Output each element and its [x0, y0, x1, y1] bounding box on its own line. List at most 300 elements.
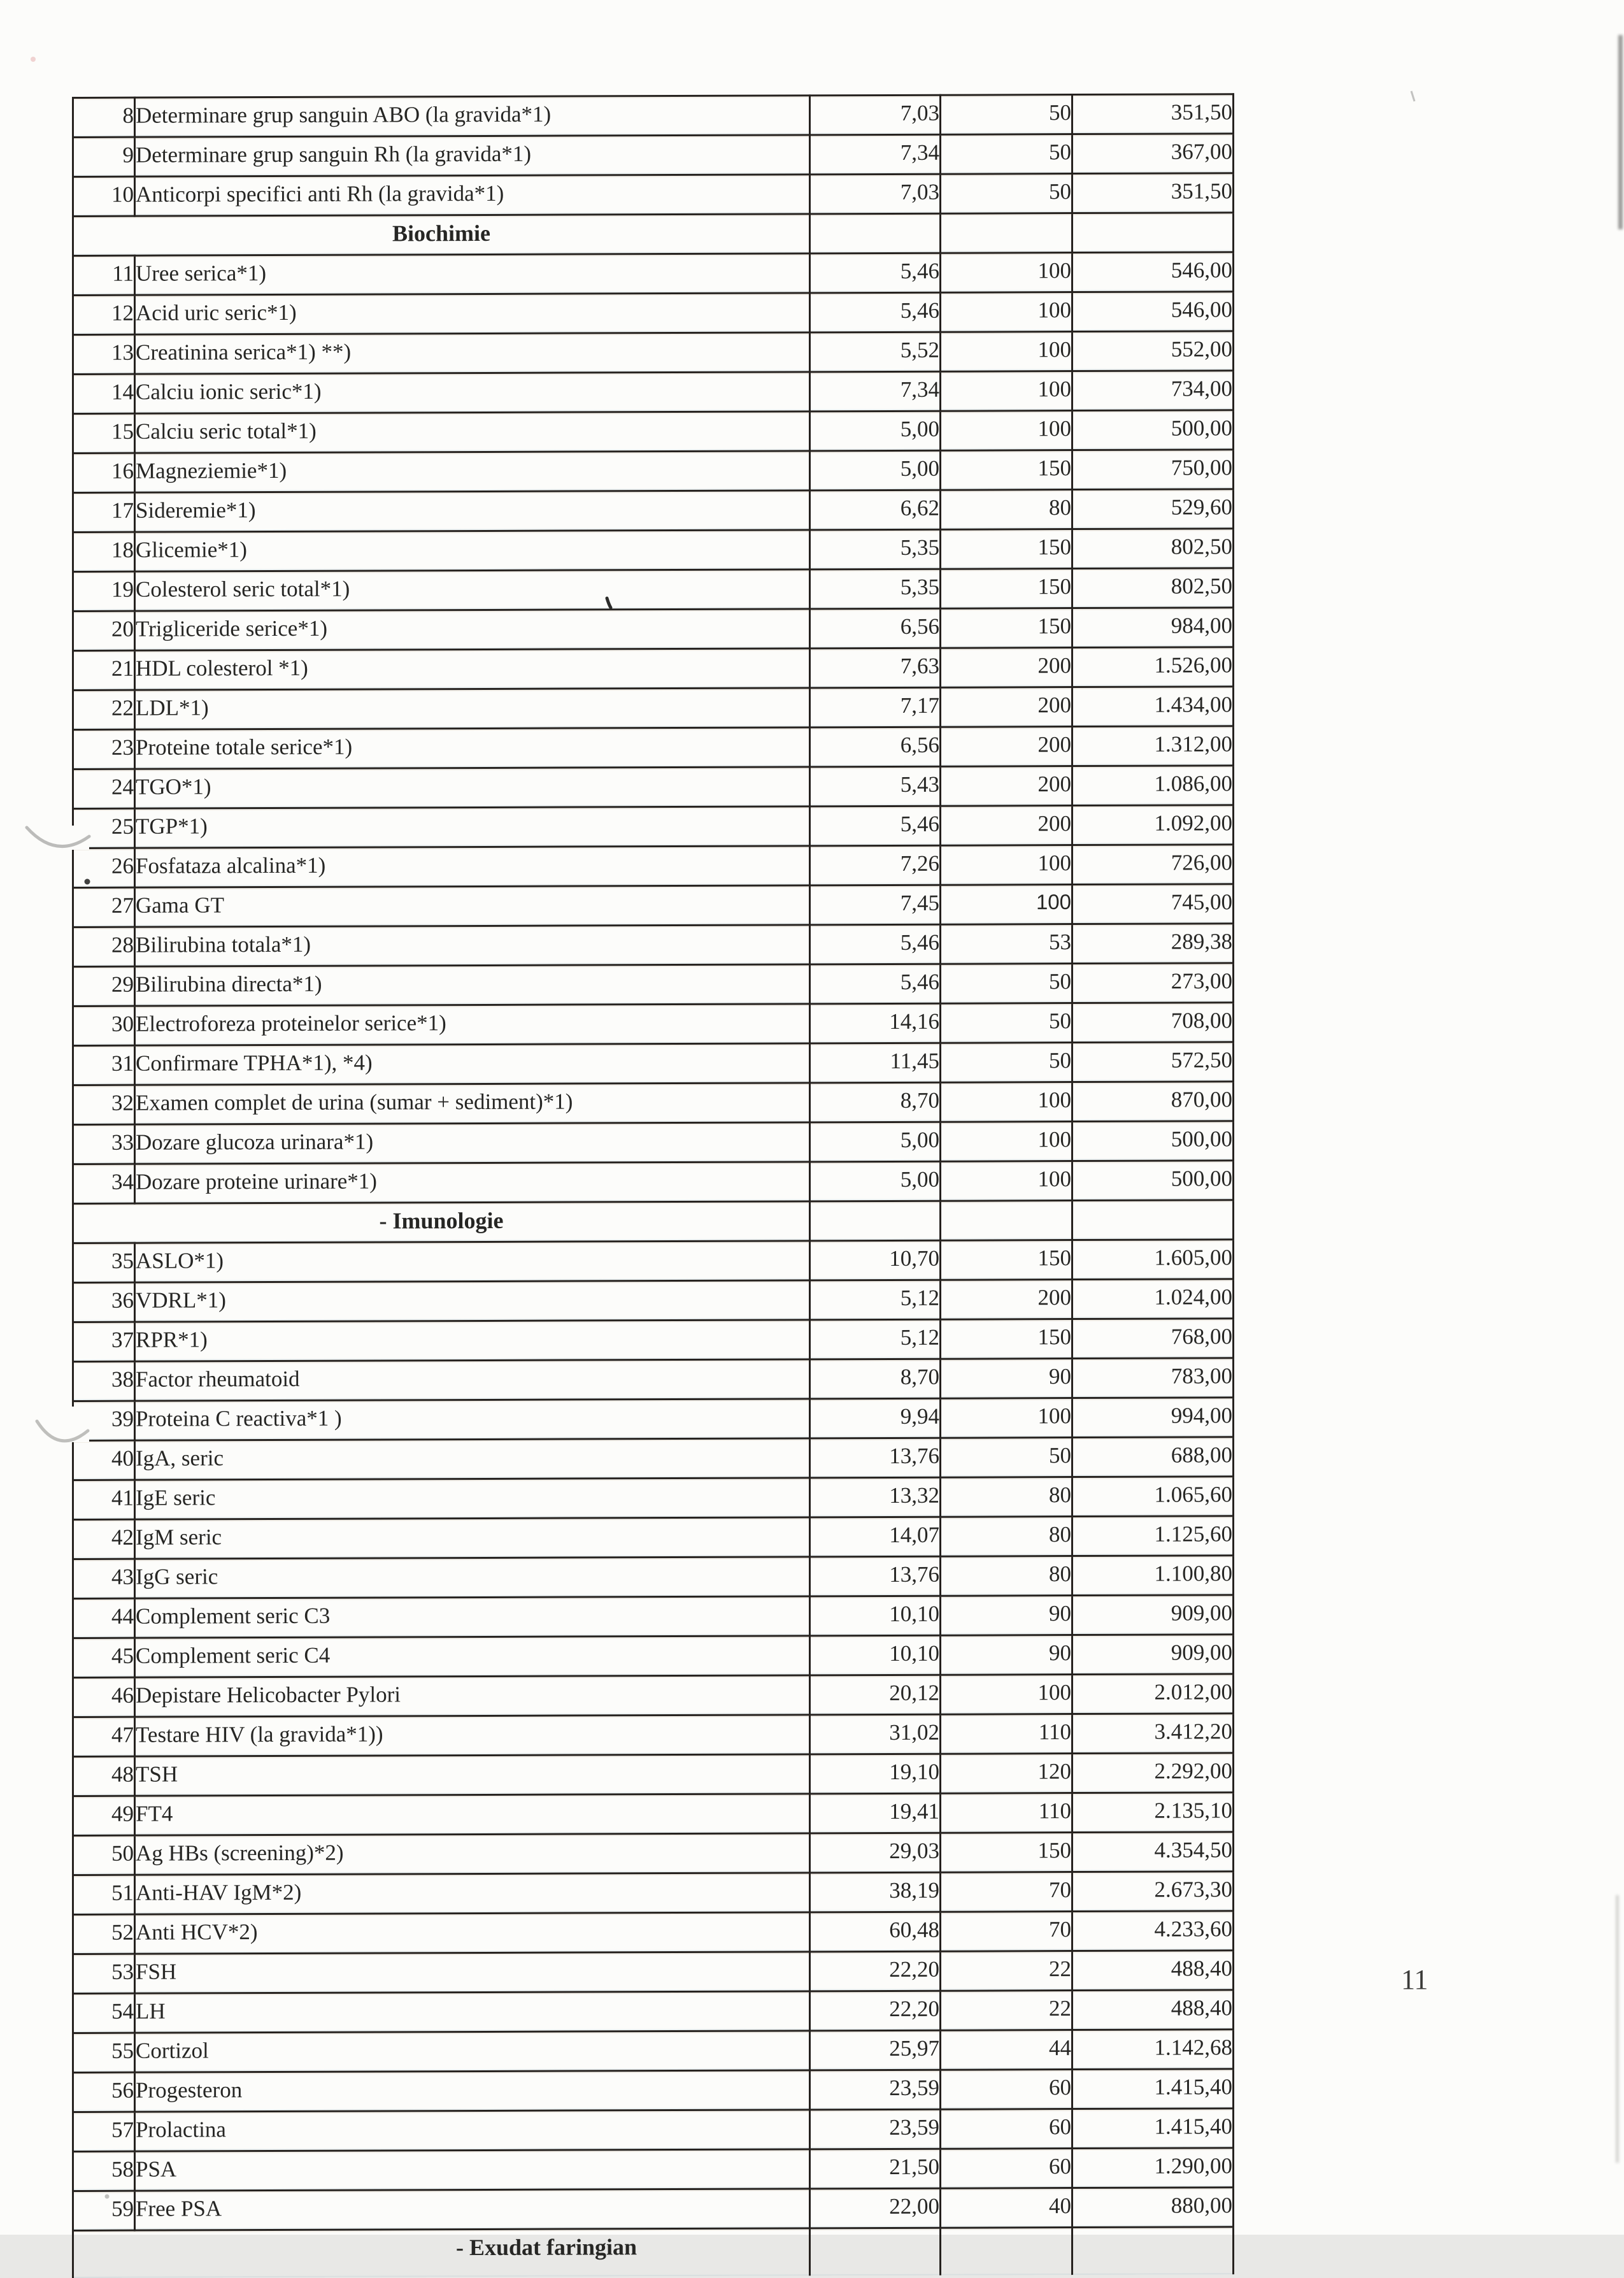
table-row [73, 1595, 1234, 1638]
quantity-cell: 100 [941, 1398, 1072, 1438]
empty-cell [1072, 1200, 1234, 1240]
row-number-cell: 45 [73, 1638, 135, 1677]
row-number-cell: 21 [73, 650, 135, 690]
table-row [73, 1319, 1234, 1362]
table-row [73, 1042, 1234, 1085]
test-name-cell: Complement seric C4 [135, 1636, 810, 1677]
quantity-cell: 90 [941, 1635, 1072, 1675]
empty-cell [810, 213, 941, 254]
test-name-cell: Gama GT [135, 885, 810, 927]
total-cell: 351,50 [1072, 94, 1234, 134]
total-cell: 909,00 [1072, 1635, 1234, 1675]
test-name-cell: Proteina C reactiva*1 ) [135, 1399, 810, 1440]
table-row [73, 371, 1234, 414]
quantity-cell: 200 [941, 687, 1072, 727]
table-row [73, 2069, 1234, 2112]
quantity-cell: 200 [941, 648, 1072, 688]
quantity-cell: 60 [941, 2109, 1072, 2149]
unit-price-cell: 22,20 [810, 1991, 941, 2031]
row-number-cell: 25 [73, 808, 135, 848]
table-row [73, 94, 1234, 138]
row-number-cell: 8 [73, 97, 135, 137]
test-name-cell: Determinare grup sanguin ABO (la gravida*1) [135, 96, 810, 137]
page-number: 11 [1401, 1964, 1428, 1995]
quantity-cell: 200 [941, 1280, 1072, 1320]
table-row [73, 252, 1234, 296]
quantity-cell: 50 [941, 1438, 1072, 1478]
scan-speck-mark [1411, 91, 1414, 101]
total-cell: 546,00 [1072, 252, 1234, 292]
test-name-cell: Anticorpi specifici anti Rh (la gravida*1) [135, 175, 810, 216]
unit-price-cell: 20,12 [810, 1675, 941, 1715]
price-table-container [72, 93, 1234, 2278]
total-cell: 529,60 [1072, 489, 1234, 529]
quantity-cell: 100 [941, 845, 1072, 885]
quantity-cell: 100 [941, 1161, 1072, 1201]
test-name-cell: Factor rheumatoid [135, 1359, 810, 1401]
total-cell: 783,00 [1072, 1358, 1234, 1398]
row-number-cell: 26 [73, 848, 135, 887]
table-row [73, 1911, 1234, 1954]
unit-price-cell: 21,50 [810, 2149, 941, 2189]
total-cell: 1.092,00 [1072, 805, 1234, 845]
row-number-cell: 32 [73, 1085, 135, 1124]
quantity-cell: 60 [941, 2070, 1072, 2110]
empty-cell [1072, 2227, 1234, 2275]
row-number-cell: 50 [73, 1835, 135, 1875]
unit-price-cell: 10,70 [810, 1240, 941, 1280]
row-number-cell: 40 [73, 1440, 135, 1480]
quantity-cell: 100 [941, 1675, 1072, 1715]
total-cell: 3.412,20 [1072, 1714, 1234, 1754]
unit-price-cell: 10,10 [810, 1635, 941, 1675]
unit-price-cell: 5,46 [810, 292, 941, 333]
unit-price-cell: 6,56 [810, 608, 941, 648]
unit-price-cell: 7,26 [810, 845, 941, 885]
row-number-cell: 39 [73, 1401, 135, 1440]
empty-cell [810, 1201, 941, 1241]
table-row [73, 489, 1234, 533]
test-name-cell: RPR*1) [135, 1320, 810, 1361]
total-cell: 351,50 [1072, 173, 1234, 213]
table-row [73, 687, 1234, 730]
empty-cell [810, 2228, 941, 2275]
row-number-cell: 36 [73, 1282, 135, 1322]
quantity-cell: 110 [941, 1714, 1072, 1754]
quantity-cell: 90 [941, 1359, 1072, 1399]
unit-price-cell: 23,59 [810, 2109, 941, 2149]
unit-price-cell: 5,00 [810, 1122, 941, 1162]
test-name-cell: Bilirubina directa*1) [135, 964, 810, 1006]
total-cell: 572,50 [1072, 1042, 1234, 1082]
quantity-cell: 110 [941, 1793, 1072, 1833]
total-cell: 994,00 [1072, 1398, 1234, 1438]
test-name-cell: Proteine totale serice*1) [135, 727, 810, 769]
total-cell: 1.526,00 [1072, 647, 1234, 687]
table-row [73, 845, 1234, 888]
row-number-cell: 20 [73, 611, 135, 650]
row-number-cell: 53 [73, 1954, 135, 1993]
test-name-cell: Testare HIV (la gravida*1)) [135, 1715, 810, 1756]
table-row [73, 1516, 1234, 1559]
quantity-cell: 90 [941, 1596, 1072, 1636]
unit-price-cell: 6,56 [810, 727, 941, 767]
total-cell: 273,00 [1072, 963, 1234, 1003]
row-number-cell: 42 [73, 1519, 135, 1559]
total-cell: 909,00 [1072, 1595, 1234, 1635]
table-row [73, 2188, 1234, 2231]
test-name-cell: Depistare Helicobacter Pylori [135, 1675, 810, 1717]
unit-price-cell: 38,19 [810, 1872, 941, 1912]
test-name-cell: Fosfataza alcalina*1) [135, 846, 810, 887]
total-cell: 2.012,00 [1072, 1674, 1234, 1714]
unit-price-cell: 7,34 [810, 371, 941, 412]
table-row [73, 1358, 1234, 1401]
section-label-cell: - Exudat faringian [73, 2228, 810, 2278]
quantity-cell: 50 [941, 964, 1072, 1004]
table-row [73, 2030, 1234, 2073]
total-cell: 688,00 [1072, 1437, 1234, 1477]
unit-price-cell: 5,46 [810, 253, 941, 293]
section-row [73, 2227, 1234, 2278]
table-row [73, 529, 1234, 572]
test-name-cell: HDL colesterol *1) [135, 648, 810, 690]
total-cell: 289,38 [1072, 924, 1234, 964]
row-number-cell: 46 [73, 1677, 135, 1717]
row-number-cell: 35 [73, 1243, 135, 1282]
row-number-cell: 10 [73, 176, 135, 216]
test-name-cell: Acid uric seric*1) [135, 293, 810, 334]
quantity-cell: 150 [941, 1240, 1072, 1280]
unit-price-cell: 22,00 [810, 2188, 941, 2228]
total-cell: 726,00 [1072, 845, 1234, 885]
quantity-cell: 100 [941, 371, 1072, 412]
quantity-cell: 22 [941, 1951, 1072, 1991]
row-number-cell: 33 [73, 1124, 135, 1164]
row-number-cell: 52 [73, 1914, 135, 1954]
total-cell: 984,00 [1072, 608, 1234, 648]
total-cell: 750,00 [1072, 450, 1234, 490]
test-name-cell: Colesterol seric total*1) [135, 570, 810, 611]
row-number-cell: 58 [73, 2151, 135, 2191]
total-cell: 768,00 [1072, 1319, 1234, 1359]
total-cell: 1.605,00 [1072, 1240, 1234, 1280]
test-name-cell: Sideremie*1) [135, 491, 810, 532]
page-edge-shadow-top-right [1618, 35, 1623, 229]
row-number-cell: 11 [73, 255, 135, 295]
unit-price-cell: 22,20 [810, 1951, 941, 1991]
unit-price-cell: 31,02 [810, 1714, 941, 1754]
test-name-cell: TSH [135, 1754, 810, 1796]
price-table [72, 93, 1234, 2278]
section-row [73, 213, 1234, 256]
unit-price-cell: 7,45 [810, 885, 941, 925]
test-name-cell: IgM seric [135, 1517, 810, 1559]
unit-price-cell: 5,46 [810, 806, 941, 846]
row-number-cell: 13 [73, 334, 135, 374]
table-row [73, 924, 1234, 967]
test-name-cell: Glicemie*1) [135, 530, 810, 571]
test-name-cell: Complement seric C3 [135, 1596, 810, 1638]
quantity-cell: 70 [941, 1872, 1072, 1912]
total-cell: 745,00 [1072, 884, 1234, 924]
test-name-cell: Electroforeza proteinelor serice*1) [135, 1004, 810, 1045]
table-row [73, 1082, 1234, 1125]
table-row [73, 766, 1234, 809]
row-number-cell: 41 [73, 1480, 135, 1519]
test-name-cell: IgE seric [135, 1478, 810, 1519]
quantity-cell: 100 [941, 253, 1072, 293]
test-name-cell: FSH [135, 1952, 810, 1993]
total-cell: 4.233,60 [1072, 1911, 1234, 1951]
table-row [73, 331, 1234, 375]
quantity-cell: 60 [941, 2149, 1072, 2189]
quantity-cell: 100 [941, 332, 1072, 372]
unit-price-cell: 7,63 [810, 648, 941, 688]
row-number-cell: 47 [73, 1717, 135, 1756]
quantity-cell: 200 [941, 727, 1072, 767]
table-row [73, 1161, 1234, 1204]
test-name-cell: TGO*1) [135, 767, 810, 808]
unit-price-cell: 19,41 [810, 1793, 941, 1833]
unit-price-cell: 14,16 [810, 1003, 941, 1043]
total-cell: 500,00 [1072, 1121, 1234, 1161]
unit-price-cell: 60,48 [810, 1912, 941, 1952]
unit-price-cell: 13,76 [810, 1556, 941, 1596]
total-cell: 4.354,50 [1072, 1832, 1234, 1872]
empty-cell [941, 2228, 1072, 2275]
row-number-cell: 30 [73, 1006, 135, 1045]
quantity-cell: 80 [941, 1556, 1072, 1596]
test-name-cell: Dozare proteine urinare*1) [135, 1162, 810, 1203]
row-number-cell: 48 [73, 1756, 135, 1796]
empty-cell [941, 213, 1072, 254]
total-cell: 367,00 [1072, 134, 1234, 174]
total-cell: 734,00 [1072, 371, 1234, 411]
unit-price-cell: 5,00 [810, 450, 941, 491]
unit-price-cell: 25,97 [810, 2030, 941, 2070]
table-row [73, 2148, 1234, 2191]
row-number-cell: 17 [73, 492, 135, 532]
row-number-cell: 14 [73, 374, 135, 413]
test-name-cell: VDRL*1) [135, 1280, 810, 1322]
test-name-cell: Dozare glucoza urinara*1) [135, 1122, 810, 1164]
row-number-cell: 44 [73, 1598, 135, 1638]
test-name-cell: IgG seric [135, 1557, 810, 1598]
unit-price-cell: 29,03 [810, 1833, 941, 1873]
test-name-cell: ASLO*1) [135, 1241, 810, 1282]
quantity-cell: 100 [941, 885, 1072, 925]
unit-price-cell: 19,10 [810, 1754, 941, 1794]
total-cell: 1.290,00 [1072, 2148, 1234, 2188]
price-table-body [73, 94, 1234, 2278]
unit-price-cell: 8,70 [810, 1082, 941, 1122]
total-cell: 708,00 [1072, 1003, 1234, 1043]
row-number-cell: 59 [73, 2191, 135, 2230]
test-name-cell: Magneziemie*1) [135, 451, 810, 492]
table-row [73, 1674, 1234, 1717]
section-label-cell: - Imunologie [73, 1201, 810, 1243]
row-number-cell: 22 [73, 690, 135, 729]
test-name-cell: Ag HBs (screening)*2) [135, 1833, 810, 1875]
total-cell: 2.292,00 [1072, 1753, 1234, 1793]
test-name-cell: LH [135, 1991, 810, 2033]
unit-price-cell: 13,76 [810, 1438, 941, 1478]
quantity-cell: 40 [941, 2188, 1072, 2228]
quantity-cell: 100 [941, 1082, 1072, 1122]
test-name-cell: Bilirubina totala*1) [135, 925, 810, 966]
unit-price-cell: 7,17 [810, 687, 941, 727]
quantity-cell: 200 [941, 766, 1072, 806]
unit-price-cell: 11,45 [810, 1043, 941, 1083]
table-row [73, 1398, 1234, 1441]
total-cell: 802,50 [1072, 568, 1234, 608]
table-row [73, 1753, 1234, 1796]
test-name-cell: IgA, seric [135, 1438, 810, 1480]
table-row [73, 1556, 1234, 1599]
row-number-cell: 56 [73, 2072, 135, 2112]
quantity-cell: 50 [941, 134, 1072, 175]
row-number-cell: 55 [73, 2033, 135, 2072]
test-name-cell: Anti HCV*2) [135, 1912, 810, 1954]
quantity-cell: 53 [941, 924, 1072, 964]
total-cell: 500,00 [1072, 410, 1234, 450]
quantity-cell: 70 [941, 1912, 1072, 1952]
table-row [73, 2109, 1234, 2152]
total-cell: 2.135,10 [1072, 1793, 1234, 1833]
unit-price-cell: 5,46 [810, 964, 941, 1004]
table-row [73, 1832, 1234, 1875]
table-row [73, 1121, 1234, 1164]
test-name-cell: Cortizol [135, 2031, 810, 2072]
empty-cell [1072, 213, 1234, 253]
test-name-cell: Calciu ionic seric*1) [135, 372, 810, 413]
test-name-cell: Trigliceride serice*1) [135, 609, 810, 650]
row-number-cell: 16 [73, 453, 135, 492]
table-row [73, 647, 1234, 691]
row-number-cell: 31 [73, 1045, 135, 1085]
test-name-cell: Calciu seric total*1) [135, 412, 810, 453]
total-cell: 1.142,68 [1072, 2030, 1234, 2070]
total-cell: 488,40 [1072, 1951, 1234, 1991]
quantity-cell: 100 [941, 411, 1072, 451]
quantity-cell: 120 [941, 1754, 1072, 1794]
quantity-cell: 150 [941, 1833, 1072, 1873]
unit-price-cell: 5,35 [810, 529, 941, 570]
table-row [73, 173, 1234, 217]
total-cell: 552,00 [1072, 331, 1234, 371]
section-row [73, 1200, 1234, 1243]
quantity-cell: 44 [941, 2030, 1072, 2070]
table-row [73, 805, 1234, 849]
test-name-cell: PSA [135, 2149, 810, 2191]
table-row [73, 1279, 1234, 1322]
table-row [73, 1793, 1234, 1836]
table-row [73, 134, 1234, 177]
table-row [73, 450, 1234, 493]
table-row [73, 1951, 1234, 1994]
total-cell: 870,00 [1072, 1082, 1234, 1122]
table-row [73, 292, 1234, 335]
total-cell: 1.065,60 [1072, 1477, 1234, 1517]
quantity-cell: 80 [941, 1517, 1072, 1557]
total-cell: 2.673,30 [1072, 1872, 1234, 1912]
quantity-cell: 150 [941, 1319, 1072, 1359]
row-number-cell: 15 [73, 413, 135, 453]
quantity-cell: 150 [941, 529, 1072, 570]
test-name-cell: LDL*1) [135, 688, 810, 729]
total-cell: 802,50 [1072, 529, 1234, 569]
empty-cell [941, 1201, 1072, 1241]
table-row [73, 1003, 1234, 1046]
row-number-cell: 9 [73, 137, 135, 176]
total-cell: 488,40 [1072, 1990, 1234, 2030]
row-number-cell: 19 [73, 571, 135, 611]
row-number-cell: 37 [73, 1322, 135, 1361]
row-number-cell: 43 [73, 1559, 135, 1598]
test-name-cell: Determinare grup sanguin Rh (la gravida*1) [135, 135, 810, 176]
row-number-cell: 57 [73, 2112, 135, 2151]
quantity-cell: 150 [941, 569, 1072, 609]
unit-price-cell: 5,12 [810, 1319, 941, 1359]
table-row [73, 1714, 1234, 1757]
unit-price-cell: 5,52 [810, 332, 941, 372]
table-row [73, 1872, 1234, 1915]
unit-price-cell: 23,59 [810, 2070, 941, 2110]
unit-price-cell: 7,03 [810, 174, 941, 214]
total-cell: 1.415,40 [1072, 2109, 1234, 2149]
quantity-cell: 150 [941, 608, 1072, 648]
test-name-cell: Creatinina serica*1) **) [135, 333, 810, 374]
total-cell: 500,00 [1072, 1161, 1234, 1201]
unit-price-cell: 6,62 [810, 490, 941, 530]
quantity-cell: 80 [941, 490, 1072, 530]
test-name-cell: Uree serica*1) [135, 254, 810, 295]
row-number-cell: 28 [73, 927, 135, 966]
total-cell: 1.125,60 [1072, 1516, 1234, 1556]
table-row [73, 410, 1234, 454]
quantity-cell: 80 [941, 1477, 1072, 1517]
unit-price-cell: 14,07 [810, 1517, 941, 1557]
test-name-cell: Progesteron [135, 2070, 810, 2112]
quantity-cell: 100 [941, 292, 1072, 333]
scan-speck-mark [31, 57, 36, 62]
unit-price-cell: 5,35 [810, 569, 941, 609]
quantity-cell: 150 [941, 450, 1072, 491]
test-name-cell: FT4 [135, 1794, 810, 1835]
total-cell: 546,00 [1072, 292, 1234, 332]
row-number-cell: 12 [73, 295, 135, 334]
table-row [73, 726, 1234, 770]
unit-price-cell: 10,10 [810, 1596, 941, 1636]
test-name-cell: Examen complet de urina (sumar + sediment)*1) [135, 1083, 810, 1124]
quantity-cell: 50 [941, 95, 1072, 135]
total-cell: 880,00 [1072, 2188, 1234, 2228]
test-name-cell: Prolactina [135, 2110, 810, 2151]
unit-price-cell: 5,00 [810, 1161, 941, 1201]
table-row [73, 1240, 1234, 1283]
total-cell: 1.415,40 [1072, 2069, 1234, 2109]
row-number-cell: 34 [73, 1164, 135, 1203]
row-number-cell: 38 [73, 1361, 135, 1401]
unit-price-cell: 5,46 [810, 924, 941, 964]
table-row [73, 568, 1234, 612]
row-number-cell: 29 [73, 966, 135, 1006]
total-cell: 1.024,00 [1072, 1279, 1234, 1319]
test-name-cell: Confirmare TPHA*1), *4) [135, 1043, 810, 1085]
total-cell: 1.434,00 [1072, 687, 1234, 727]
quantity-cell: 22 [941, 1991, 1072, 2031]
